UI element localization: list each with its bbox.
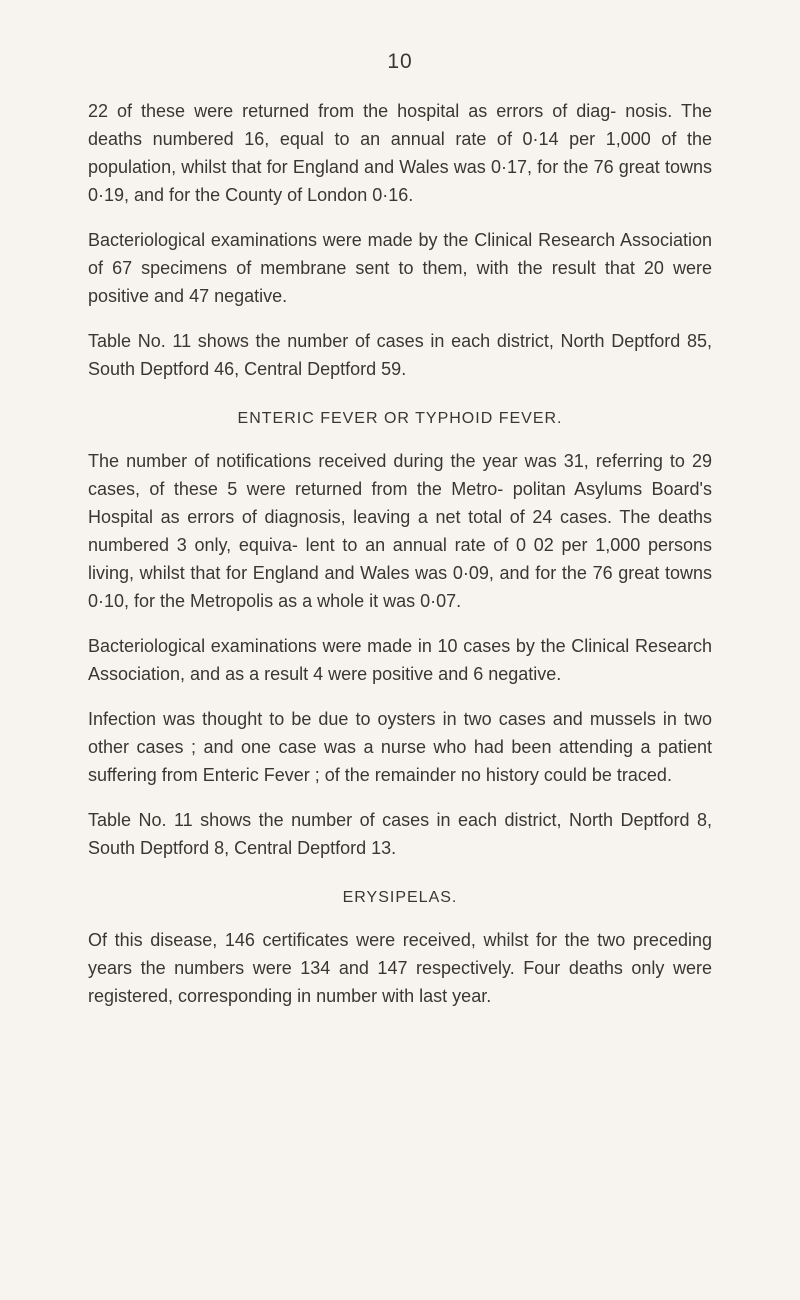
paragraph-enteric-bacteriology: Bacteriological examinations were made in 10 cases by the Clinical Research Association, and as a result 4 were positive and 6 negative.: [88, 636, 712, 684]
heading-erysipelas: ERYSIPELAS.: [342, 889, 458, 906]
paragraph-enteric-infection: Infection was thought to be due to oysters in two cases and mussels in two other cases ; and one case was a nurse who had been attending a patient suffering from Enteric Fever ; of the remainder no history could be traced.: [88, 709, 712, 785]
document-page: [88, 50, 712, 1027]
heading-enteric-fever: ENTERIC FEVER OR TYPHOID FEVER.: [237, 410, 563, 427]
paragraph-enteric-districts: Table No. 11 shows the number of cases in each district, North Deptford 8, South Deptford 8, Central Deptford 13.: [88, 810, 712, 858]
paragraph-diphtheria-districts: Table No. 11 shows the number of cases in each district, North Deptford 85, South Deptford 46, Central Deptford 59.: [88, 331, 712, 379]
paragraph-erysipelas: Of this disease, 146 certificates were received, whilst for the two preceding years the numbers were 134 and 147 respectively. Four deaths only were registered, corresponding in number with last year.: [88, 930, 712, 1006]
paragraph-diphtheria-deaths: 22 of these were returned from the hospital as errors of diag- nosis. The deaths numbered 16, equal to an annual rate of 0·14 per 1,000 of the population, whilst that for England and Wales was 0·17, for the 76 great towns 0·19, and for the County of London 0·16.: [88, 101, 712, 205]
paragraph-enteric-notifications: The number of notifications received during the year was 31, referring to 29 cases, of these 5 were returned from the Metro- politan Asylums Board's Hospital as errors of diagnosis, leaving a net total of 24 cases. The deaths numbered 3 only, equiva- lent to an annual rate of 0 02 per 1,000 persons living, whilst that for England and Wales was 0·09, and for the 76 great towns 0·10, for the Metropolis as a whole it was 0·07.: [88, 451, 712, 611]
paragraph-diphtheria-bacteriology: Bacteriological examinations were made by the Clinical Research Association of 67 specimens of membrane sent to them, with the result that 20 were positive and 47 negative.: [88, 230, 712, 306]
page-number: 10: [387, 50, 413, 73]
